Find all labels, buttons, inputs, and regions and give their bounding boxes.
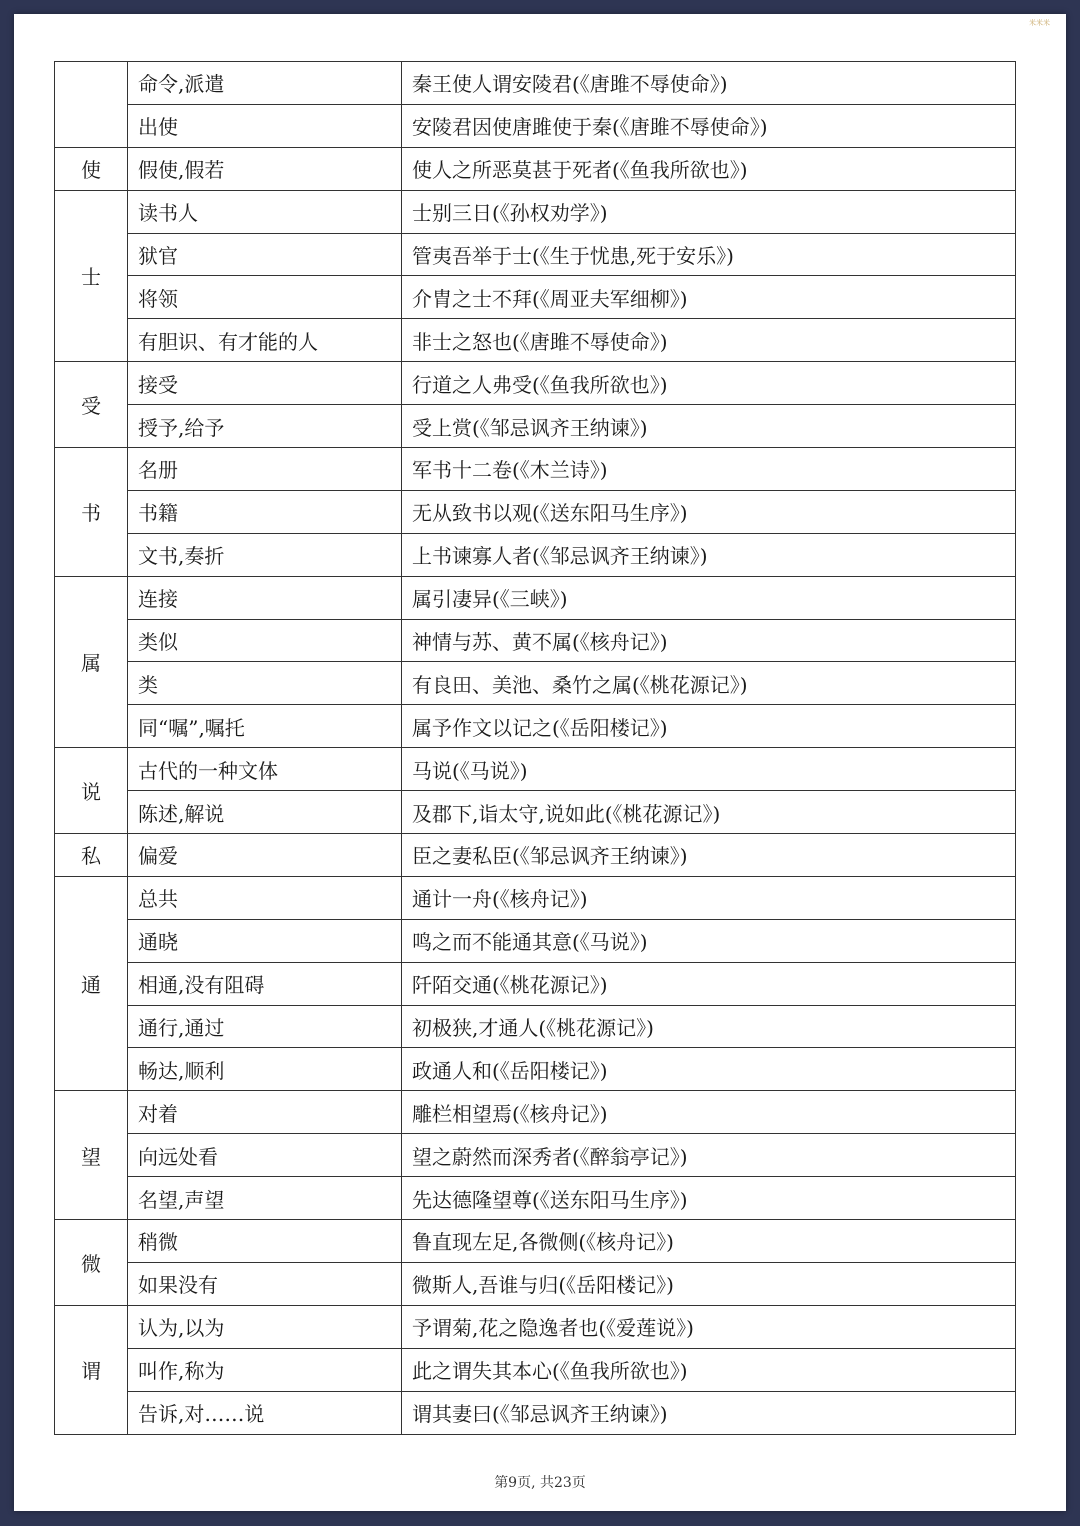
headword-cell: 私 [55, 834, 128, 877]
meaning-cell: 出使 [128, 104, 402, 147]
example-cell: 非士之怒也(《唐雎不辱使命》) [402, 319, 1016, 362]
meaning-cell: 书籍 [128, 490, 402, 533]
example-cell: 阡陌交通(《桃花源记》) [402, 962, 1016, 1005]
document-page [14, 14, 1066, 1511]
meaning-cell: 畅达,顺利 [128, 1048, 402, 1091]
meaning-cell: 如果没有 [128, 1262, 402, 1305]
example-cell: 无从致书以观(《送东阳马生序》) [402, 490, 1016, 533]
headword-cell: 书 [55, 448, 128, 577]
table-row [55, 1091, 1016, 1134]
table-row [55, 876, 1016, 919]
table-row [55, 190, 1016, 233]
table-row [55, 576, 1016, 619]
meaning-cell: 古代的一种文体 [128, 748, 402, 791]
example-cell: 通计一舟(《核舟记》) [402, 876, 1016, 919]
table-row [55, 490, 1016, 533]
example-cell: 先达德隆望尊(《送东阳马生序》) [402, 1177, 1016, 1220]
table-row [55, 834, 1016, 877]
example-cell: 神情与苏、黄不属(《核舟记》) [402, 619, 1016, 662]
corner-watermark: 米米米 [1029, 19, 1050, 27]
example-cell: 介胄之士不拜(《周亚夫军细柳》) [402, 276, 1016, 319]
headword-cell: 属 [55, 576, 128, 748]
table-row [55, 1005, 1016, 1048]
meaning-cell: 授予,给予 [128, 405, 402, 448]
headword-cell: 说 [55, 748, 128, 834]
meaning-cell: 陈述,解说 [128, 791, 402, 834]
meaning-cell: 文书,奏折 [128, 533, 402, 576]
meaning-cell: 将领 [128, 276, 402, 319]
meaning-cell: 连接 [128, 576, 402, 619]
meaning-cell: 相通,没有阻碍 [128, 962, 402, 1005]
table-row [55, 319, 1016, 362]
table-row [55, 1048, 1016, 1091]
meaning-cell: 总共 [128, 876, 402, 919]
example-cell: 鲁直现左足,各微侧(《核舟记》) [402, 1220, 1016, 1263]
meaning-cell: 同“嘱”,嘱托 [128, 705, 402, 748]
headword-cell: 通 [55, 876, 128, 1090]
meaning-cell: 叫作,称为 [128, 1348, 402, 1391]
meaning-cell: 告诉,对……说 [128, 1391, 402, 1434]
table-row [55, 62, 1016, 105]
table-row [55, 1305, 1016, 1348]
meaning-cell: 类似 [128, 619, 402, 662]
meaning-cell: 名册 [128, 448, 402, 491]
table-row [55, 1262, 1016, 1305]
example-cell: 微斯人,吾谁与归(《岳阳楼记》) [402, 1262, 1016, 1305]
example-cell: 初极狭,才通人(《桃花源记》) [402, 1005, 1016, 1048]
example-cell: 鸣之而不能通其意(《马说》) [402, 919, 1016, 962]
table-row [55, 362, 1016, 405]
example-cell: 管夷吾举于士(《生于忧患,死于安乐》) [402, 233, 1016, 276]
meaning-cell: 向远处看 [128, 1134, 402, 1177]
meaning-cell: 命令,派遣 [128, 62, 402, 105]
table-row [55, 791, 1016, 834]
example-cell: 属引凄异(《三峡》) [402, 576, 1016, 619]
table-row [55, 662, 1016, 705]
example-cell: 予谓菊,花之隐逸者也(《爱莲说》) [402, 1305, 1016, 1348]
page-footer: 第9页, 共23页 [494, 1475, 586, 1491]
headword-cell: 受 [55, 362, 128, 448]
vocabulary-table [54, 61, 1016, 1435]
example-cell: 上书谏寡人者(《邹忌讽齐王纳谏》) [402, 533, 1016, 576]
table-row [55, 147, 1016, 190]
meaning-cell: 偏爱 [128, 834, 402, 877]
meaning-cell: 读书人 [128, 190, 402, 233]
meaning-cell: 通晓 [128, 919, 402, 962]
headword-cell: 微 [55, 1220, 128, 1306]
vocabulary-table-body [55, 62, 1016, 1435]
example-cell: 此之谓失其本心(《鱼我所欲也》) [402, 1348, 1016, 1391]
example-cell: 安陵君因使唐雎使于秦(《唐雎不辱使命》) [402, 104, 1016, 147]
table-row [55, 748, 1016, 791]
table-row [55, 276, 1016, 319]
headword-cell: 使 [55, 147, 128, 190]
table-row [55, 1177, 1016, 1220]
example-cell: 属予作文以记之(《岳阳楼记》) [402, 705, 1016, 748]
meaning-cell: 稍微 [128, 1220, 402, 1263]
headword-cell: 士 [55, 190, 128, 362]
table-row [55, 619, 1016, 662]
table-row [55, 919, 1016, 962]
meaning-cell: 狱官 [128, 233, 402, 276]
example-cell: 行道之人弗受(《鱼我所欲也》) [402, 362, 1016, 405]
headword-cell: 望 [55, 1091, 128, 1220]
meaning-cell: 接受 [128, 362, 402, 405]
meaning-cell: 认为,以为 [128, 1305, 402, 1348]
example-cell: 秦王使人谓安陵君(《唐雎不辱使命》) [402, 62, 1016, 105]
meaning-cell: 名望,声望 [128, 1177, 402, 1220]
example-cell: 受上赏(《邹忌讽齐王纳谏》) [402, 405, 1016, 448]
example-cell: 军书十二卷(《木兰诗》) [402, 448, 1016, 491]
example-cell: 有良田、美池、桑竹之属(《桃花源记》) [402, 662, 1016, 705]
meaning-cell: 对着 [128, 1091, 402, 1134]
table-row [55, 448, 1016, 491]
example-cell: 及郡下,诣太守,说如此(《桃花源记》) [402, 791, 1016, 834]
headword-cell: 谓 [55, 1305, 128, 1434]
example-cell: 雕栏相望焉(《核舟记》) [402, 1091, 1016, 1134]
table-row [55, 1391, 1016, 1434]
table-row [55, 1134, 1016, 1177]
example-cell: 臣之妻私臣(《邹忌讽齐王纳谏》) [402, 834, 1016, 877]
table-row [55, 104, 1016, 147]
table-row [55, 705, 1016, 748]
table-row [55, 233, 1016, 276]
table-row [55, 962, 1016, 1005]
example-cell: 谓其妻曰(《邹忌讽齐王纳谏》) [402, 1391, 1016, 1434]
example-cell: 望之蔚然而深秀者(《醉翁亭记》) [402, 1134, 1016, 1177]
example-cell: 政通人和(《岳阳楼记》) [402, 1048, 1016, 1091]
meaning-cell: 通行,通过 [128, 1005, 402, 1048]
table-row [55, 1348, 1016, 1391]
meaning-cell: 有胆识、有才能的人 [128, 319, 402, 362]
table-row [55, 1220, 1016, 1263]
headword-cell [55, 62, 128, 148]
example-cell: 使人之所恶莫甚于死者(《鱼我所欲也》) [402, 147, 1016, 190]
table-row [55, 405, 1016, 448]
table-row [55, 533, 1016, 576]
meaning-cell: 假使,假若 [128, 147, 402, 190]
example-cell: 士别三日(《孙权劝学》) [402, 190, 1016, 233]
example-cell: 马说(《马说》) [402, 748, 1016, 791]
meaning-cell: 类 [128, 662, 402, 705]
